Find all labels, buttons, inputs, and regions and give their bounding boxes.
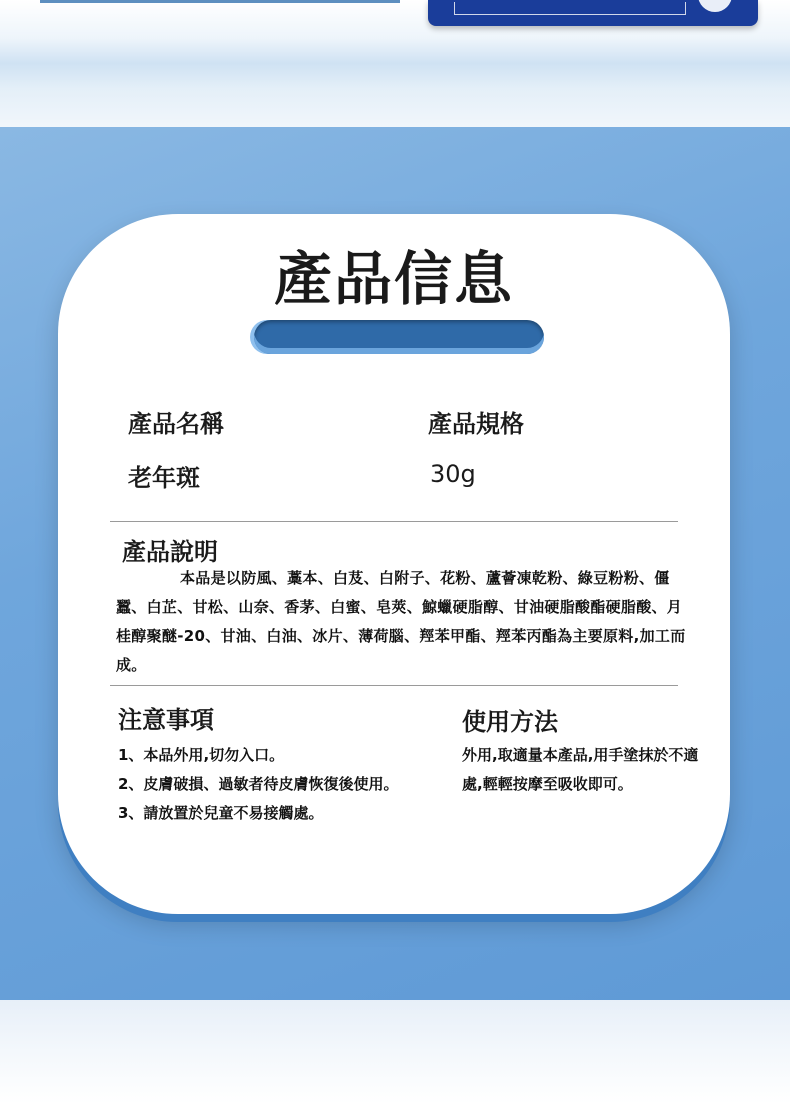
- product-name-label: 產品名稱: [128, 410, 224, 438]
- divider-bottom: [110, 685, 678, 686]
- package-logo-circle: [698, 0, 732, 12]
- top-divider-line: [40, 0, 400, 3]
- usage-text: 外用,取適量本產品,用手塗抹於不適處,輕輕按摩至吸收即可。: [462, 746, 699, 793]
- product-name-value: 老年斑: [128, 464, 200, 492]
- product-info-card: [58, 214, 730, 914]
- divider-top: [110, 521, 678, 522]
- title-decoration-pill: [254, 320, 544, 354]
- product-spec-label: 產品規格: [428, 410, 524, 438]
- description-text: 本品是以防風、藁本、白芨、白附子、花粉、蘆薈凍乾粉、綠豆粉粉、僵蠶、白芷、甘松、山奈、香茅、白蜜、皂莢、鯨蠟硬脂醇、甘油硬脂酸酯硬脂酸、月桂醇聚醚-20、甘油、白油、冰片、薄荷腦、羥苯甲酯、羥苯丙酯為主要原料,加工而成。: [116, 569, 686, 674]
- product-package-image: [428, 0, 758, 26]
- notes-list: [118, 741, 398, 828]
- bottom-band: [0, 1000, 790, 1104]
- product-spec-value: 30g: [430, 460, 476, 488]
- list-item: 2、皮膚破損、過敏者待皮膚恢復後使用。: [118, 775, 399, 793]
- usage-label: 使用方法: [462, 708, 558, 736]
- list-item: 3、請放置於兒童不易接觸處。: [118, 804, 324, 822]
- notes-label: 注意事項: [118, 706, 214, 734]
- package-label-strip: [454, 2, 686, 15]
- list-item: 1、本品外用,切勿入口。: [118, 746, 285, 764]
- description-label: 產品說明: [122, 538, 218, 566]
- card-title: 產品信息: [273, 245, 514, 313]
